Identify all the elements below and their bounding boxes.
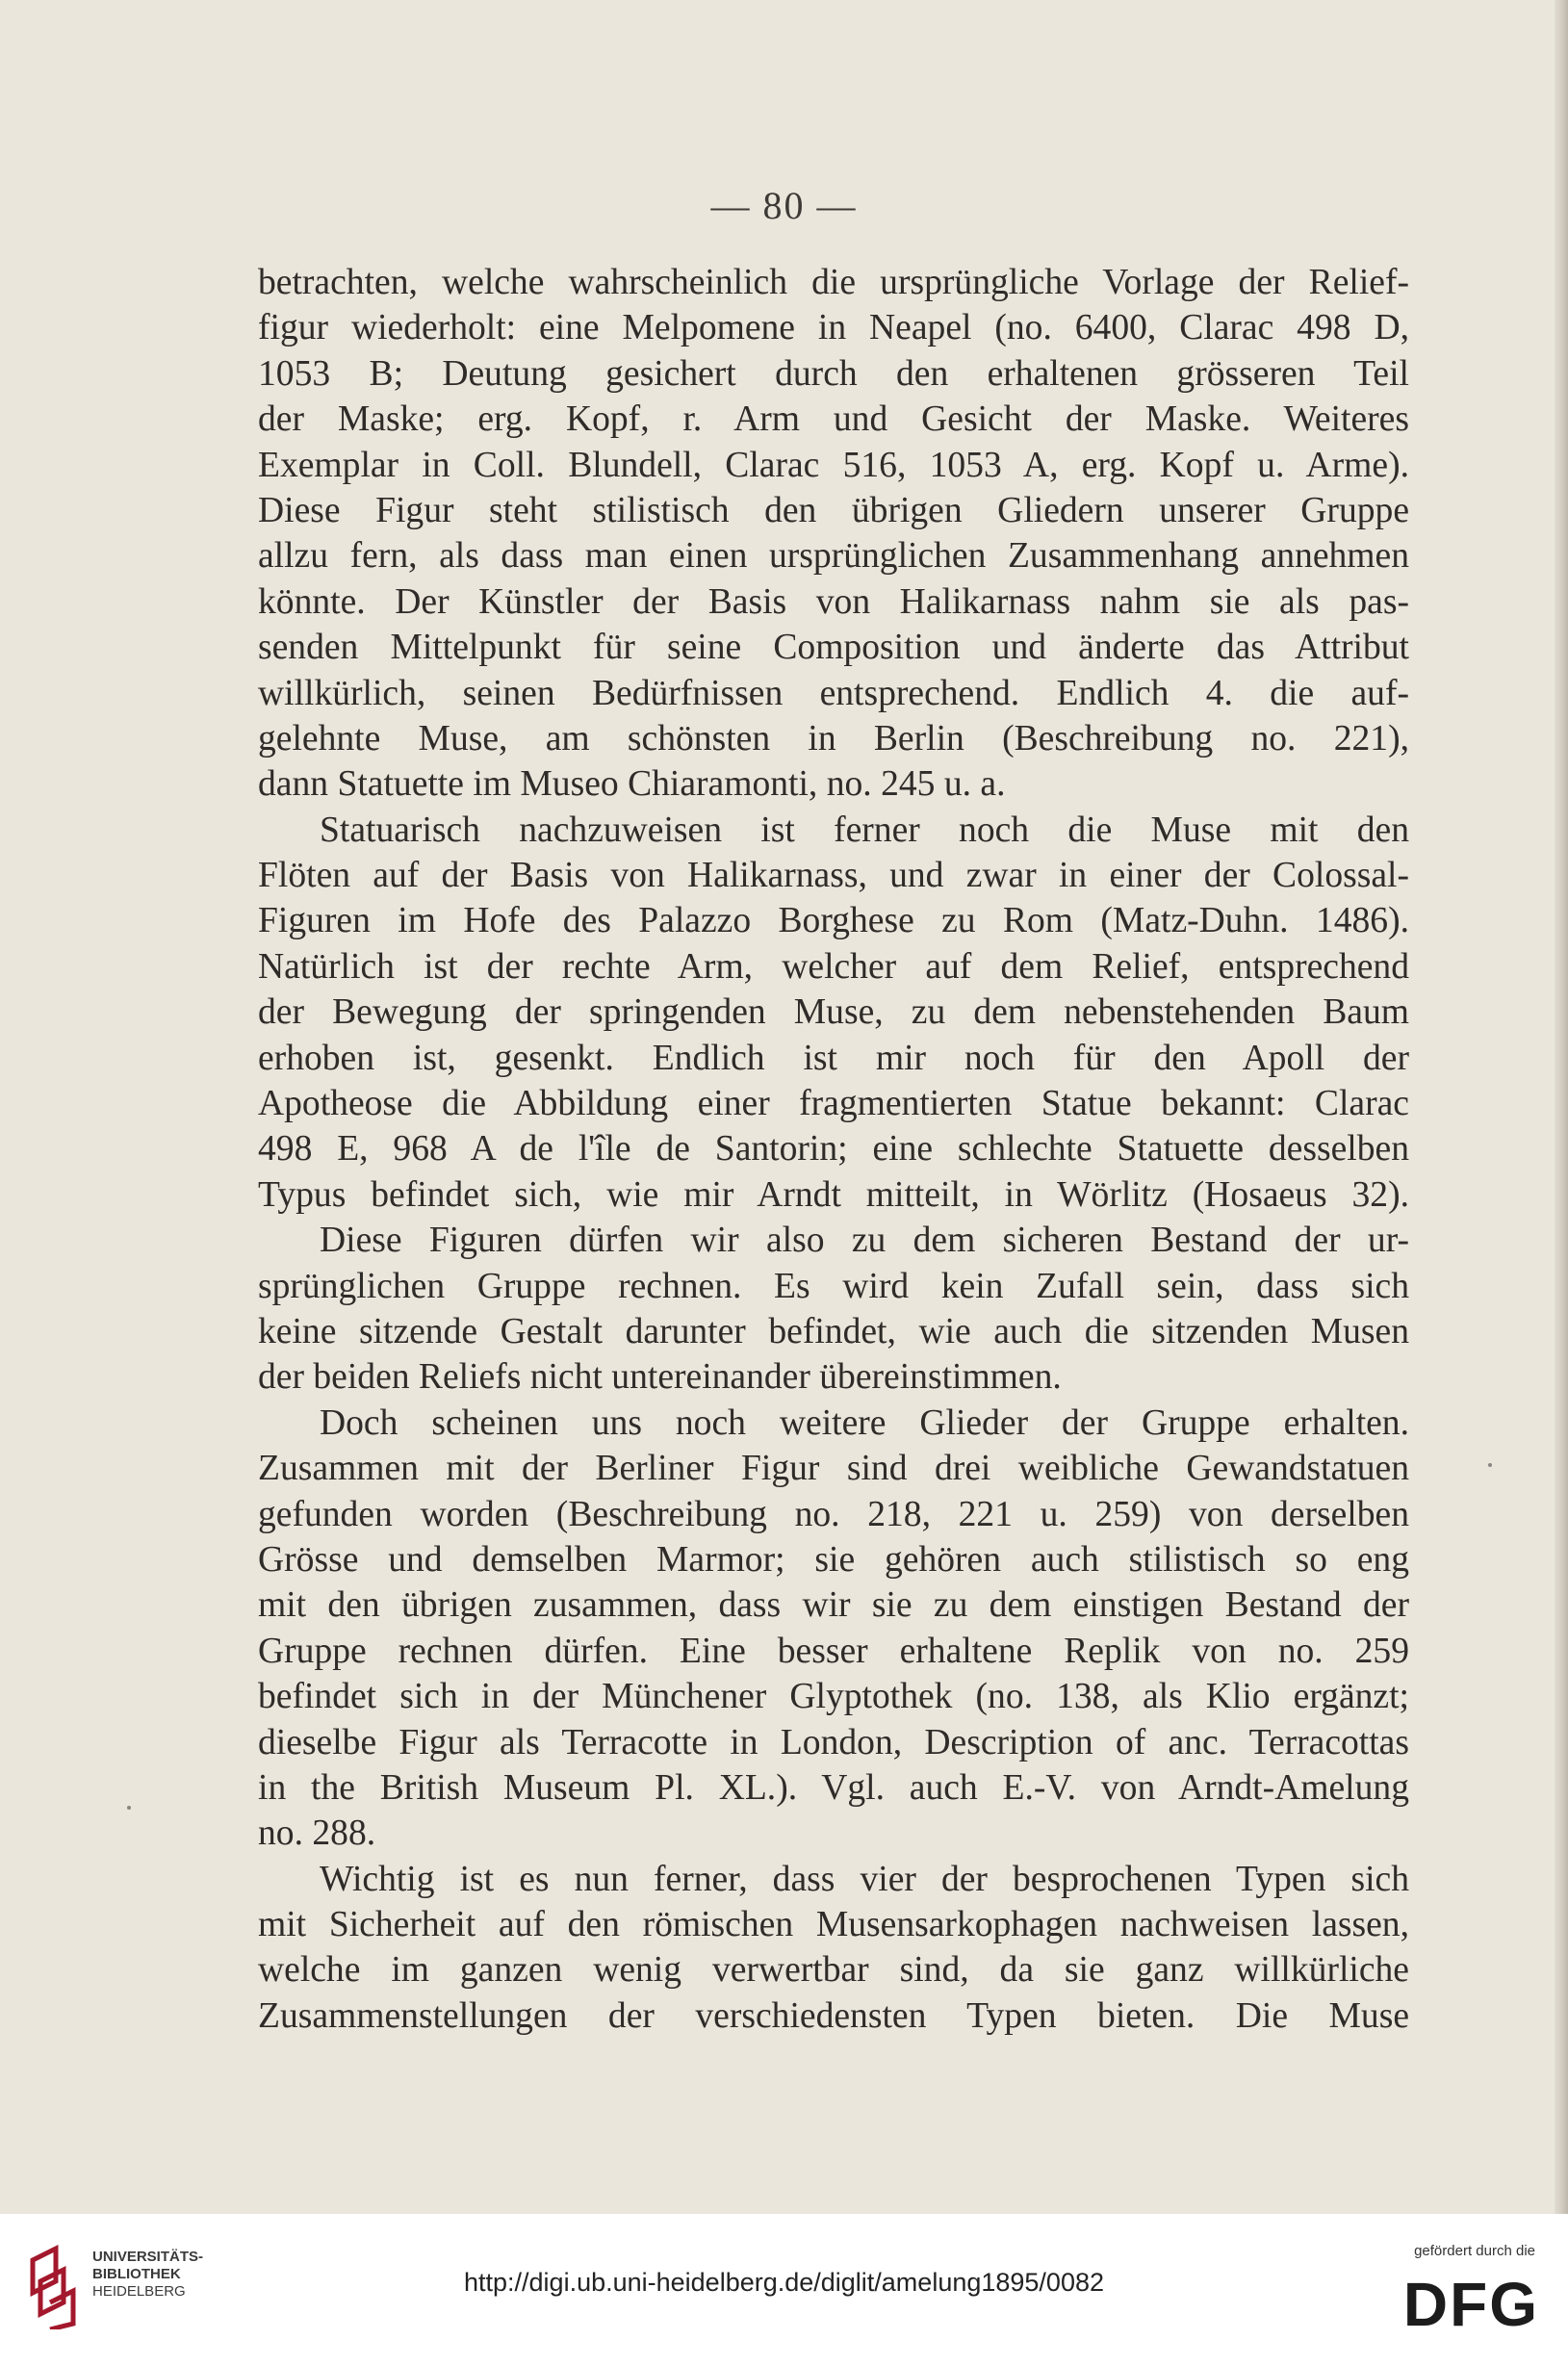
text-line: Statuarisch nachzuweisen ist ferner noch die Muse mit den: [320, 810, 1409, 850]
text-line: Doch scheinen uns noch weitere Glieder der Gruppe erhalten.: [320, 1402, 1409, 1443]
text-line: Typus befindet sich, wie mir Arndt mitteilt, in Wörlitz (Hosaeus 32).: [258, 1174, 1409, 1215]
text-line: mit den übrigen zusammen, dass wir sie zu dem einstigen Bestand der: [258, 1585, 1409, 1626]
text-line: Exemplar in Coll. Blundell, Clarac 516, 1053 A, erg. Kopf u. Arme).: [258, 445, 1409, 485]
text-line: keine sitzende Gestalt darunter befindet, wie auch die sitzenden Musen: [258, 1311, 1409, 1351]
text-line: in the British Museum Pl. XL.). Vgl. auch E.-V. von Arndt-Amelung: [258, 1767, 1409, 1808]
text-line: Diese Figur steht stilistisch den übrigen Gliedern unserer Gruppe: [258, 490, 1409, 530]
library-name-line: BIBLIOTHEK: [92, 2266, 181, 2282]
dfg-logo: DFG: [1402, 2270, 1539, 2339]
text-line: der Maske; erg. Kopf, r. Arm und Gesicht der Maske. Weiteres: [258, 399, 1409, 440]
text-line: senden Mittelpunkt für seine Composition und änderte das Attribut: [258, 628, 1409, 668]
text-line: sprünglichen Gruppe rechnen. Es wird kein Zufall sein, dass sich: [258, 1266, 1409, 1306]
text-line: dann Statuette im Museo Chiaramonti, no. 245 u. a.: [258, 764, 1006, 805]
footer-bar: [0, 2214, 1568, 2366]
text-line: 498 E, 968 A de l'île de Santorin; eine schlechte Statuette desselben: [258, 1129, 1409, 1170]
text-line: Apotheose die Abbildung einer fragmentierten Statue bekannt: Clarac: [258, 1084, 1409, 1124]
text-line: gefunden worden (Beschreibung no. 218, 221 u. 259) von derselben: [258, 1494, 1409, 1534]
library-name-line: HEIDELBERG: [92, 2283, 186, 2300]
text-line: betrachten, welche wahrscheinlich die ursprüngliche Vorlage der Relief-: [258, 263, 1409, 302]
text-line: der beiden Reliefs nicht untereinander übereinstimmen.: [258, 1357, 1062, 1398]
scan-speck: [127, 1806, 131, 1810]
text-line: Diese Figuren dürfen wir also zu dem sicheren Bestand der ur-: [320, 1221, 1409, 1261]
page-edge-shadow: [1555, 0, 1568, 2214]
text-line: erhoben ist, gesenkt. Endlich ist mir noch für den Apoll der: [258, 1038, 1409, 1078]
text-line: Flöten auf der Basis von Halikarnass, und zwar in einer der Colossal-: [258, 856, 1409, 896]
text-line: Natürlich ist der rechte Arm, welcher auf dem Relief, entsprechend: [258, 946, 1409, 987]
permalink-url[interactable]: http://digi.ub.uni-heidelberg.de/diglit/amelung1895/0082: [464, 2268, 1104, 2297]
text-line: mit Sicherheit auf den römischen Musensarkophagen nachweisen lassen,: [258, 1905, 1409, 1945]
page-number: — 80 —: [710, 184, 858, 227]
funding-label: gefördert durch die: [1414, 2243, 1535, 2259]
text-line: 1053 B; Deutung gesichert durch den erhaltenen grösseren Teil: [258, 353, 1409, 394]
text-line: Zusammen mit der Berliner Figur sind drei weibliche Gewandstatuen: [258, 1449, 1409, 1489]
text-line: Figuren im Hofe des Palazzo Borghese zu Rom (Matz-Duhn. 1486).: [258, 901, 1409, 941]
text-line: befindet sich in der Münchener Glyptothek (no. 138, als Klio ergänzt;: [258, 1677, 1409, 1717]
body-text: [258, 260, 1409, 2039]
text-line: könnte. Der Künstler der Basis von Halikarnass nahm sie als pas-: [258, 581, 1409, 622]
text-line: dieselbe Figur als Terracotte in London, Description of anc. Terracottas: [258, 1722, 1409, 1762]
text-line: welche im ganzen wenig verwertbar sind, da sie ganz willkürliche: [258, 1950, 1409, 1991]
text-line: figur wiederholt: eine Melpomene in Neapel (no. 6400, Clarac 498 D,: [258, 308, 1409, 348]
text-line: gelehnte Muse, am schönsten in Berlin (Beschreibung no. 221),: [258, 718, 1409, 759]
scan-speck: [1488, 1463, 1492, 1467]
text-line: Grösse und demselben Marmor; sie gehören auch stilistisch so eng: [258, 1539, 1409, 1580]
text-line: Gruppe rechnen dürfen. Eine besser erhaltene Replik von no. 259: [258, 1631, 1409, 1671]
text-line: der Bewegung der springenden Muse, zu dem nebenstehenden Baum: [258, 992, 1409, 1033]
text-line: allzu fern, als dass man einen ursprünglichen Zusammenhang annehmen: [258, 536, 1409, 577]
text-line: Zusammenstellungen der verschiedensten Typen bieten. Die Muse: [258, 1995, 1409, 2036]
text-line: no. 288.: [258, 1813, 376, 1854]
text-line: willkürlich, seinen Bedürfnissen entsprechend. Endlich 4. die auf-: [258, 673, 1409, 713]
text-line: Wichtig ist es nun ferner, dass vier der besprochenen Typen sich: [320, 1859, 1409, 1899]
library-name-line: UNIVERSITÄTS-: [92, 2249, 204, 2265]
